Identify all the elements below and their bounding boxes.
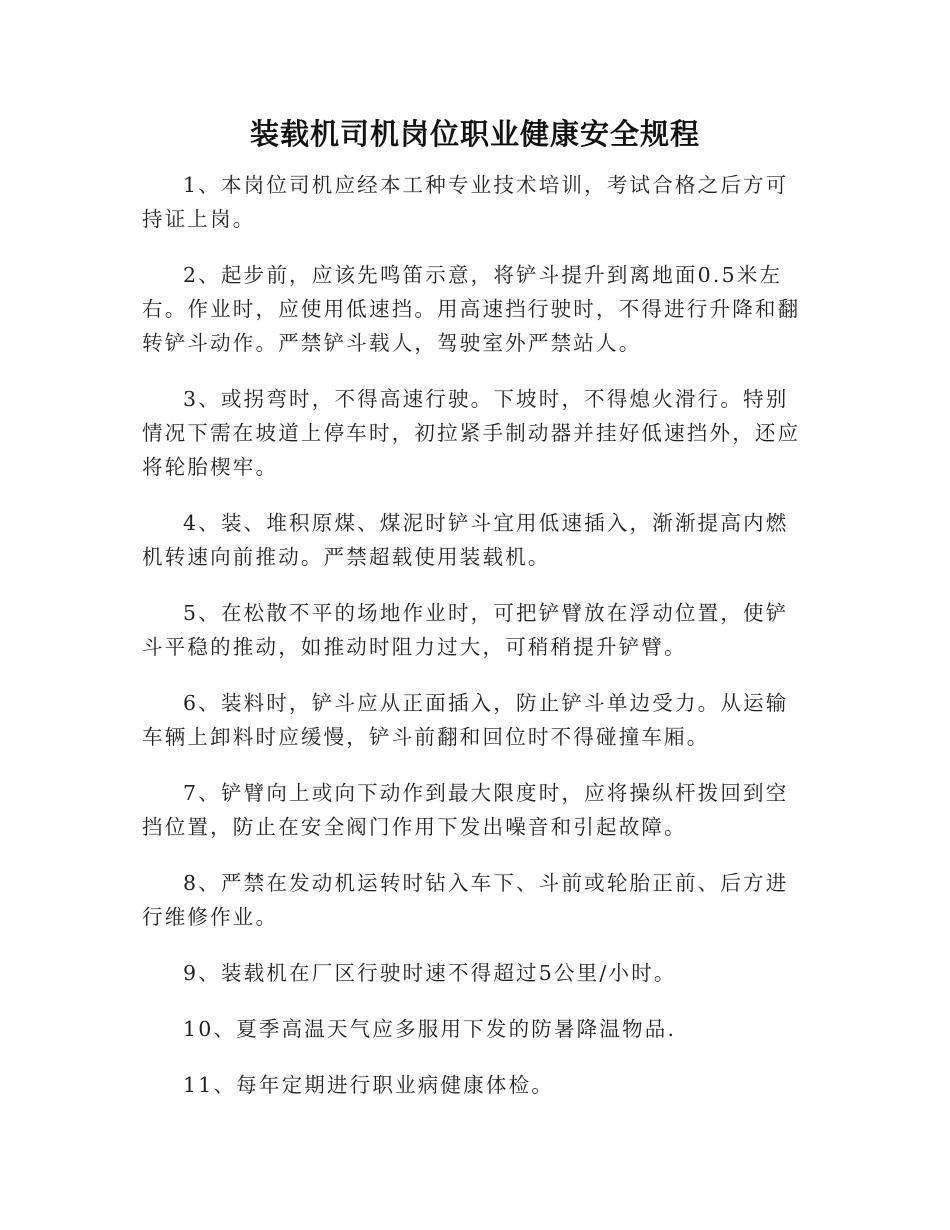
paragraph-7: 7、铲臂向上或向下动作到最大限度时，应将操纵杆拨回到空挡位置，防止在安全阀门作用下发出噪音和引起故障。 [142, 781, 789, 839]
paragraph-4: 4、装、堆积原煤、煤泥时铲斗宜用低速插入，渐渐提高内燃机转速向前推动。严禁超载使用装载机。 [142, 511, 789, 569]
paragraph-5: 5、在松散不平的场地作业时，可把铲臂放在浮动位置，使铲斗平稳的推动，如推动时阻力过大，可稍稍提升铲臂。 [142, 601, 789, 659]
document-body [142, 168, 810, 1124]
paragraph-10: 10、夏季高温天气应多服用下发的防暑降温物品. [183, 1017, 677, 1041]
paragraph-2: 2、起步前，应该先鸣笛示意，将铲斗提升到离地面0.5米左右。作业时，应使用低速挡。用高速挡行驶时，不得进行升降和翻转铲斗动作。严禁铲斗载人，驾驶室外严禁站人。 [142, 263, 801, 355]
paragraph-1: 1、本岗位司机应经本工种专业技术培训，考试合格之后方可持证上岗。 [142, 173, 789, 231]
paragraph-6: 6、装料时，铲斗应从正面插入，防止铲斗单边受力。从运输车辆上卸料时应缓慢，铲斗前翻和回位时不得碰撞车厢。 [142, 691, 789, 749]
paragraph-9: 9、装载机在厂区行驶时速不得超过5公里/小时。 [183, 961, 677, 985]
paragraph-11: 11、每年定期进行职业病健康体检。 [183, 1073, 554, 1097]
paragraph-3: 3、或拐弯时，不得高速行驶。下坡时，不得熄火滑行。特别情况下需在坡道上停车时，初拉紧手制动器并挂好低速挡外，还应将轮胎楔牢。 [142, 387, 801, 479]
paragraph-8: 8、严禁在发动机运转时钻入车下、斗前或轮胎正前、后方进行维修作业。 [142, 871, 789, 929]
document-title: 装载机司机岗位职业健康安全规程 [249, 117, 700, 151]
